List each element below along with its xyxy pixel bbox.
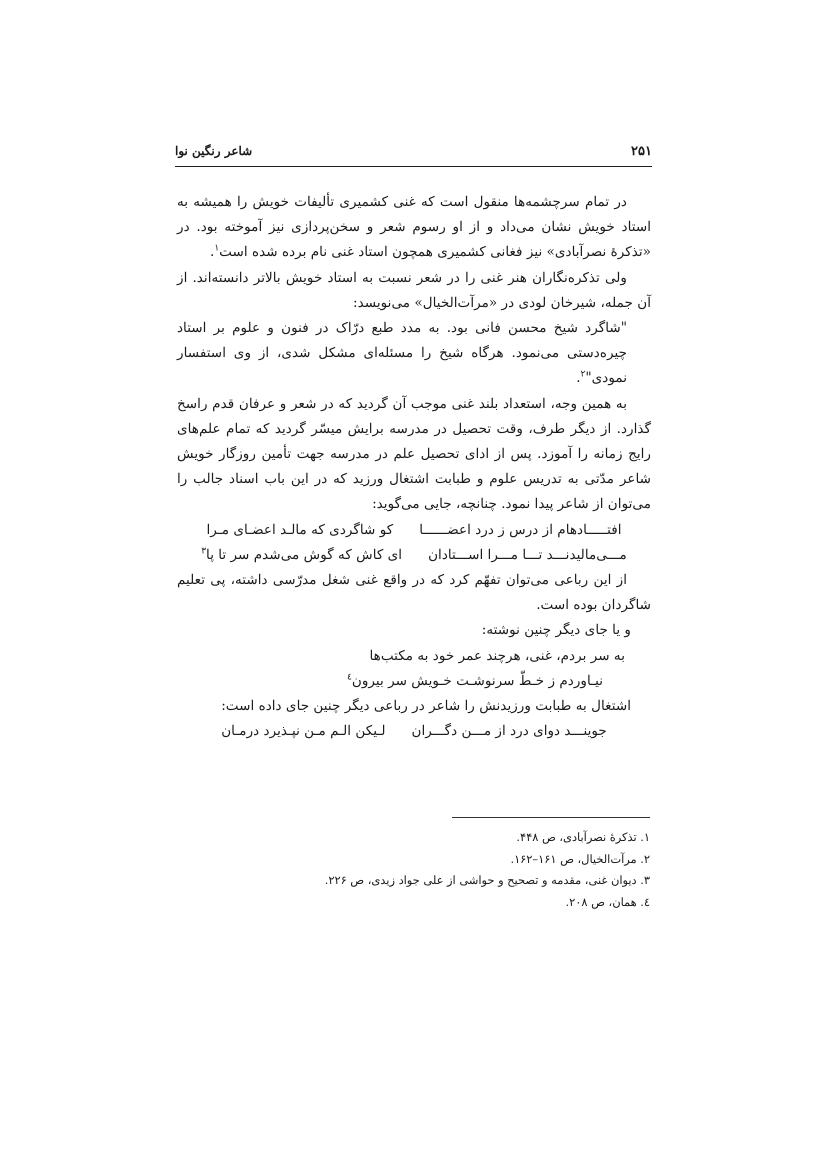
verse-hemistich: ای کاش که گوش می‌شدم سر تا پا$^۳$	[201, 546, 403, 563]
verse-line-2	[177, 543, 651, 568]
poem-line-2: نیـاوردم ز خـطّ سرنوشـت خـویش سر بیرون$^٤$	[347, 672, 603, 689]
footnote-ref-1: ۱	[214, 243, 220, 254]
verse-line-1	[177, 518, 651, 543]
footnote-item: ٤. همان، ص ۲۰۸.	[565, 894, 650, 909]
verse-line-3	[177, 719, 651, 744]
block-quote: "شاگرد شیخ محسن فانی بود. به مدد طبع درّاک در فنون و علوم بر استاد چیره‌دستی می‌نمود. هرگاه شیخ را مسئله‌ای مشکل شدی، از وی استفسار نمودی"$^۲$.	[177, 320, 627, 387]
footnote-ref-3: ۳	[201, 546, 207, 557]
page-number: ۲۵۱	[631, 144, 652, 159]
paragraph-1: در تمام سرچشمه‌ها منقول است که غنی کشمیری تألیفات خویش را همیشه به استاد خویش نشان می‌داد و از او رسوم شعر و سخن‌پردازی نیز آموخته بود. در «تذکرۀ نصرآبادی» نیز فغانی کشمیری همچون استاد غنی نام برده شده است$^۱$.	[177, 194, 651, 261]
verse-hemistich: جوینـــد دوای درد از مـــن دگـــران	[411, 723, 607, 740]
paragraph-5: و یا جای دیگر چنین نوشته:	[481, 622, 631, 639]
verse-hemistich: مـــی‌مالیدنـــد تـــا مـــرا اســـتادان	[428, 546, 627, 563]
footnote-item: ۲. مرآت‌الخیال، ص ۱۶۱–۱۶۲.	[510, 851, 650, 866]
running-title: شاعر رنگین نوا	[175, 144, 253, 158]
footnote-divider	[452, 817, 650, 818]
paragraph-2: ولی تذکره‌نگاران هنر غنی را در شعر نسبت به استاد خویش بالاتر دانسته‌اند. از آن جمله، شیرخان لودی در «مرآت‌الخیال» می‌نویسد:	[177, 269, 651, 311]
verse-hemistich: افتـــــادهام از درس ز درد اعضــــــا	[419, 521, 622, 538]
verse-hemistich: کو شاگردی که مالـد اعضـای مـرا	[206, 521, 394, 538]
page-header	[175, 140, 652, 167]
footnote-ref-4: ٤	[347, 672, 352, 683]
footnote-ref-2: ۲	[580, 369, 586, 380]
footnote-item: ۱. تذکرۀ نصرآبادی، ص ۴۴۸.	[516, 830, 650, 844]
verse-hemistich: لـیکن الـم مـن نپـذیرد درمـان	[221, 723, 386, 740]
footnote-item: ۳. دیوان غنی، مقدمه و تصحیح و حواشی از علی جواد زیدی، ص ۲۲۶.	[324, 873, 650, 887]
poem-line-1: به سر بردم، غنی، هرچند عمر خود به مکتب‌ها	[369, 647, 625, 664]
paragraph-4: از این رباعی می‌توان تفهّم کرد که در واقع غنی شغل مدرّسی داشته، پی تعلیم شاگردان بوده است.	[177, 572, 651, 614]
paragraph-3: به همین وجه، استعداد بلند غنی موجب آن گردید که در شعر و عرفان قدم راسخ گذارد. از دیگر طرف، وقت تحصیل در مدرسه برایش میسّر گردید که تمام علم‌های رایج زمانه را آموزد. پس از ادای تحصیل علم در مدرسه جهت تأمین روزگار خویش شاعر مدّتی به تدریس علوم و طبابت اشتغال ورزید که در این باب اسناد جالب را می‌توان از شاعر پیدا نمود. چنانچه، جایی می‌گوید:	[177, 395, 651, 513]
paragraph-6: اشتغال به طبابت ورزیدنش را شاعر در رباعی دیگر چنین جای داده است:	[221, 698, 631, 715]
main-text	[177, 190, 651, 744]
footnotes	[250, 827, 650, 913]
